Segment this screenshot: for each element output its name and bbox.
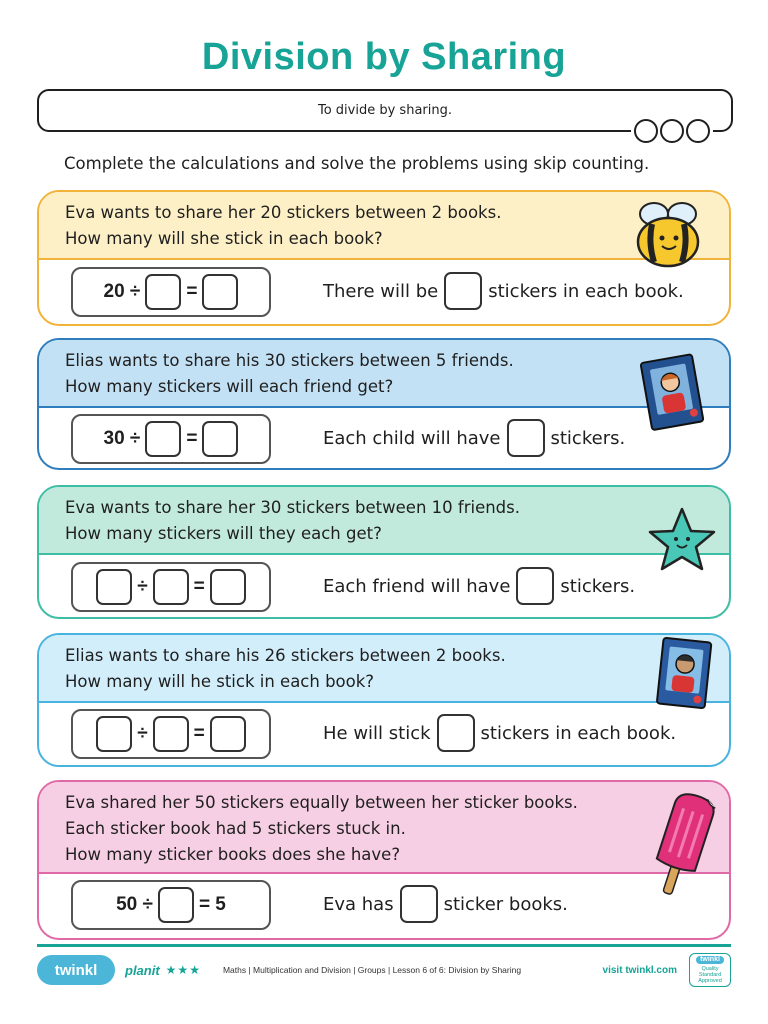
ice-lolly-icon bbox=[648, 790, 718, 902]
answer-box[interactable] bbox=[145, 274, 181, 310]
answer-sentence bbox=[323, 419, 625, 457]
answer-box[interactable] bbox=[210, 716, 246, 752]
badge-logo: twinkl bbox=[696, 956, 724, 964]
sentence-end: stickers. bbox=[550, 427, 626, 449]
answer-box[interactable] bbox=[158, 887, 194, 923]
answer-row bbox=[39, 703, 729, 765]
question-line: How many sticker books does she have? bbox=[65, 845, 401, 864]
star-icon bbox=[646, 505, 718, 573]
dot-icon bbox=[634, 119, 658, 143]
quality-badge-icon bbox=[689, 953, 731, 987]
problem-card-1 bbox=[37, 190, 731, 326]
answer-box[interactable] bbox=[202, 421, 238, 457]
dot-icon bbox=[660, 119, 684, 143]
dividend: 50 ÷ bbox=[116, 894, 153, 915]
footer bbox=[37, 952, 731, 988]
dot-icon bbox=[686, 119, 710, 143]
question-line: Eva wants to share her 30 stickers between 10 friends. bbox=[65, 498, 520, 517]
equation bbox=[71, 880, 271, 930]
answer-row bbox=[39, 260, 729, 324]
sentence-start: He will stick bbox=[323, 722, 431, 744]
sentence-end: stickers in each book. bbox=[488, 280, 684, 302]
answer-sentence bbox=[323, 567, 635, 605]
equation bbox=[71, 414, 271, 464]
answer-row bbox=[39, 408, 729, 468]
question-line: How many will he stick in each book? bbox=[65, 672, 375, 691]
question-line: How many stickers will each friend get? bbox=[65, 377, 394, 396]
sentence-end: sticker books. bbox=[443, 893, 568, 915]
question-line: How many stickers will they each get? bbox=[65, 524, 382, 543]
page-title: Division by Sharing bbox=[201, 36, 567, 78]
sentence-start: Eva has bbox=[323, 893, 394, 915]
question bbox=[39, 635, 729, 703]
answer-box[interactable] bbox=[145, 421, 181, 457]
equals: = bbox=[193, 723, 205, 744]
problem-card-3 bbox=[37, 485, 731, 619]
answer-sentence bbox=[323, 272, 684, 310]
planit-brand: planit bbox=[125, 962, 160, 978]
answer-box[interactable] bbox=[202, 274, 238, 310]
answer-row bbox=[39, 874, 729, 938]
objective-text: To divide by sharing. bbox=[317, 103, 452, 118]
question bbox=[39, 782, 729, 874]
sentence-end: stickers in each book. bbox=[480, 722, 677, 744]
dividend: 20 ÷ bbox=[103, 281, 141, 302]
instructions: Complete the calculations and solve the problems using skip counting. bbox=[64, 154, 650, 173]
equals: = bbox=[186, 428, 198, 449]
answer-box[interactable] bbox=[153, 569, 189, 605]
answer-box[interactable] bbox=[96, 716, 132, 752]
sentence-start: Each child will have bbox=[323, 427, 501, 449]
sentence-end: stickers. bbox=[560, 575, 636, 597]
answer-box[interactable] bbox=[400, 885, 438, 923]
answer-box[interactable] bbox=[516, 567, 554, 605]
division-sign: ÷ bbox=[137, 723, 148, 744]
division-sign: ÷ bbox=[137, 576, 148, 597]
sentence-start: Each friend will have bbox=[323, 575, 511, 597]
question bbox=[39, 192, 729, 260]
question-line: Eva shared her 50 stickers equally between her sticker books. bbox=[65, 793, 578, 812]
question bbox=[39, 340, 729, 408]
answer-box[interactable] bbox=[96, 569, 132, 605]
problem-card-4 bbox=[37, 633, 731, 767]
decorative-dots bbox=[631, 119, 713, 143]
equals: = bbox=[193, 576, 205, 597]
answer-box[interactable] bbox=[437, 714, 475, 752]
question-line: Elias wants to share his 30 stickers between 5 friends. bbox=[65, 351, 514, 370]
answer-row bbox=[39, 555, 729, 617]
equation bbox=[71, 562, 271, 612]
equation bbox=[71, 267, 271, 317]
badge-text: Quality Standard Approved bbox=[698, 966, 722, 984]
bee-icon bbox=[632, 200, 704, 270]
sticker-book-icon bbox=[638, 352, 708, 432]
dividend: 30 ÷ bbox=[103, 428, 141, 449]
problem-card-2 bbox=[37, 338, 731, 470]
answer-sentence bbox=[323, 714, 676, 752]
equation bbox=[71, 709, 271, 759]
question-line: Elias wants to share his 26 stickers between 2 books. bbox=[65, 646, 506, 665]
footer-divider bbox=[37, 944, 731, 947]
answer-sentence bbox=[323, 885, 568, 923]
learning-objective bbox=[37, 89, 733, 132]
visit-link[interactable]: visit twinkl.com bbox=[602, 964, 677, 976]
answer-box[interactable] bbox=[153, 716, 189, 752]
answer-box[interactable] bbox=[210, 569, 246, 605]
equals: = bbox=[186, 281, 198, 302]
sentence-start: There will be bbox=[323, 280, 439, 302]
question-line: Eva wants to share her 20 stickers between 2 books. bbox=[65, 203, 502, 222]
question-line: How many will she stick in each book? bbox=[65, 229, 383, 248]
question bbox=[39, 487, 729, 555]
question-line: Each sticker book had 5 stickers stuck in. bbox=[65, 819, 406, 838]
sticker-book-icon bbox=[652, 634, 716, 714]
star-rating-icon: ★★★ bbox=[165, 963, 201, 977]
quotient: = 5 bbox=[198, 894, 226, 915]
answer-box[interactable] bbox=[444, 272, 482, 310]
lesson-info: Maths | Multiplication and Division | Groups | Lesson 6 of 6: Division by Sharing bbox=[222, 965, 522, 975]
twinkl-logo: twinkl bbox=[37, 955, 115, 985]
problem-card-5 bbox=[37, 780, 731, 940]
answer-box[interactable] bbox=[507, 419, 545, 457]
